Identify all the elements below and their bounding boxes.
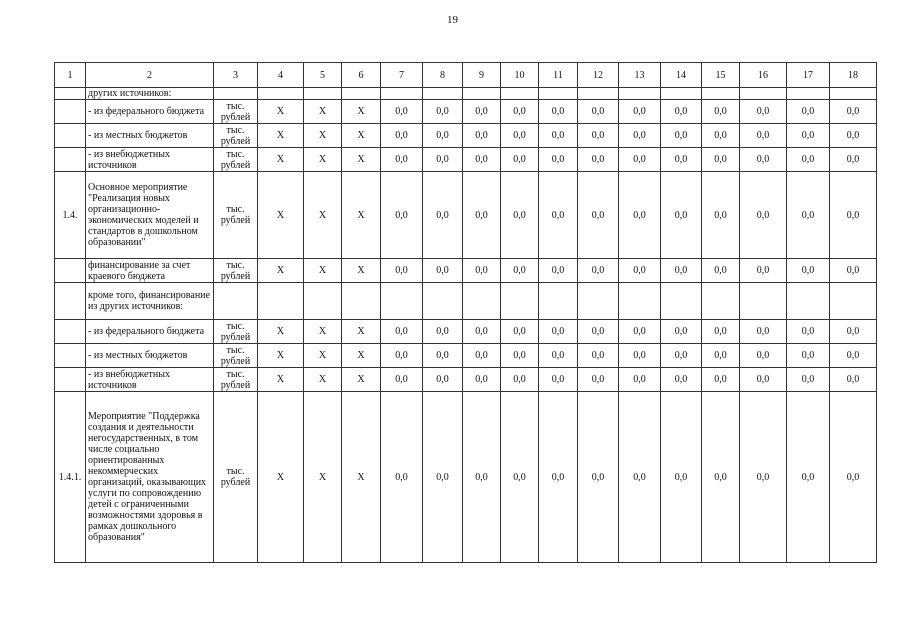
value-cell: 0,0 [702,344,740,368]
value-cell: 0,0 [619,172,661,259]
row-unit: тыс. рублей [214,100,258,124]
value-cell: Х [304,344,342,368]
value-cell: Х [304,392,342,563]
column-header-15: 15 [702,63,740,88]
value-cell: 0,0 [661,320,702,344]
value-cell: Х [342,344,381,368]
value-cell: 0,0 [702,320,740,344]
value-cell: 0,0 [619,320,661,344]
value-cell: 0,0 [501,100,539,124]
value-cell: 0,0 [463,259,501,283]
value-cell: 0,0 [619,259,661,283]
value-cell: 0,0 [539,368,578,392]
value-cell: 0,0 [578,259,619,283]
value-cell: Х [258,172,304,259]
value-cell: Х [342,368,381,392]
table-row [55,88,877,100]
value-cell: 0,0 [787,368,830,392]
value-cell: 0,0 [578,344,619,368]
value-cell: 0,0 [539,259,578,283]
value-cell: Х [258,100,304,124]
value-cell: 0,0 [830,344,877,368]
value-cell: 0,0 [539,320,578,344]
value-cell: 0,0 [501,259,539,283]
value-cell: 0,0 [787,320,830,344]
value-cell: Х [258,148,304,172]
row-number [55,124,86,148]
value-cell: 0,0 [539,392,578,563]
value-cell: 0,0 [501,368,539,392]
value-cell: 0,0 [619,368,661,392]
column-header-5: 5 [304,63,342,88]
table-row [55,148,877,172]
value-cell: Х [258,320,304,344]
row-unit: тыс. рублей [214,172,258,259]
value-cell: 0,0 [578,148,619,172]
value-cell: 0,0 [381,100,423,124]
column-header-14: 14 [661,63,702,88]
value-cell: 0,0 [740,259,787,283]
value-cell: 0,0 [661,172,702,259]
value-cell: 0,0 [578,100,619,124]
value-cell: 0,0 [661,368,702,392]
value-cell: 0,0 [381,259,423,283]
value-cell [539,283,578,320]
table-body [55,88,877,563]
value-cell: 0,0 [501,172,539,259]
row-number: 1.4. [55,172,86,259]
row-name: - из местных бюджетов [86,124,214,148]
value-cell: Х [304,368,342,392]
row-unit: тыс. рублей [214,368,258,392]
value-cell: 0,0 [423,392,463,563]
value-cell: 0,0 [740,368,787,392]
value-cell: Х [342,124,381,148]
value-cell [830,88,877,100]
value-cell [463,88,501,100]
value-cell: 0,0 [423,100,463,124]
value-cell: 0,0 [702,259,740,283]
value-cell: 0,0 [501,392,539,563]
row-number [55,368,86,392]
value-cell: 0,0 [740,124,787,148]
column-header-18: 18 [830,63,877,88]
value-cell [619,88,661,100]
value-cell [423,88,463,100]
value-cell [539,88,578,100]
value-cell: 0,0 [619,124,661,148]
value-cell: Х [258,368,304,392]
value-cell: 0,0 [539,344,578,368]
column-header-10: 10 [501,63,539,88]
value-cell: 0,0 [787,124,830,148]
value-cell: 0,0 [830,320,877,344]
value-cell: 0,0 [381,124,423,148]
value-cell: 0,0 [661,100,702,124]
column-header-7: 7 [381,63,423,88]
row-number [55,259,86,283]
row-unit [214,283,258,320]
value-cell: 0,0 [501,124,539,148]
value-cell [258,283,304,320]
row-number [55,320,86,344]
column-header-2: 2 [86,63,214,88]
value-cell: Х [342,100,381,124]
value-cell: 0,0 [702,148,740,172]
value-cell [342,88,381,100]
row-unit: тыс. рублей [214,320,258,344]
row-unit: тыс. рублей [214,259,258,283]
value-cell: 0,0 [463,100,501,124]
value-cell: 0,0 [702,172,740,259]
value-cell: 0,0 [787,148,830,172]
value-cell: Х [304,124,342,148]
row-name: - из местных бюджетов [86,344,214,368]
value-cell: 0,0 [787,100,830,124]
value-cell: 0,0 [578,172,619,259]
value-cell: 0,0 [619,148,661,172]
value-cell [342,283,381,320]
value-cell: 0,0 [702,100,740,124]
value-cell: Х [342,259,381,283]
page-number: 19 [447,14,458,26]
row-unit: тыс. рублей [214,344,258,368]
value-cell: 0,0 [381,392,423,563]
value-cell [501,88,539,100]
value-cell: 0,0 [463,172,501,259]
value-cell: 0,0 [423,124,463,148]
value-cell: Х [258,124,304,148]
row-unit: тыс. рублей [214,392,258,563]
value-cell [501,283,539,320]
value-cell: Х [342,392,381,563]
value-cell: 0,0 [381,320,423,344]
value-cell: 0,0 [501,320,539,344]
table-row [55,392,877,563]
value-cell: 0,0 [787,259,830,283]
header-row [55,63,877,88]
value-cell: 0,0 [423,344,463,368]
value-cell: 0,0 [381,148,423,172]
value-cell: Х [342,320,381,344]
table-row [55,124,877,148]
row-name: других источников: [86,88,214,100]
value-cell: 0,0 [740,100,787,124]
row-name: - из федерального бюджета [86,320,214,344]
value-cell [830,283,877,320]
value-cell: Х [304,320,342,344]
value-cell: 0,0 [661,392,702,563]
value-cell [740,283,787,320]
column-header-11: 11 [539,63,578,88]
value-cell: 0,0 [539,148,578,172]
row-unit: тыс. рублей [214,124,258,148]
value-cell [578,283,619,320]
value-cell: 0,0 [740,148,787,172]
value-cell: 0,0 [702,124,740,148]
row-unit [214,88,258,100]
value-cell: 0,0 [740,320,787,344]
value-cell: 0,0 [501,148,539,172]
value-cell [702,283,740,320]
value-cell: 0,0 [578,392,619,563]
value-cell: 0,0 [578,124,619,148]
table-row [55,344,877,368]
value-cell: Х [304,172,342,259]
value-cell [787,88,830,100]
value-cell: Х [304,100,342,124]
row-name: - из федерального бюджета [86,100,214,124]
value-cell: 0,0 [619,344,661,368]
value-cell [578,88,619,100]
row-name: кроме того, финансирование из других источников: [86,283,214,320]
value-cell [304,283,342,320]
value-cell [381,88,423,100]
value-cell: 0,0 [539,100,578,124]
value-cell: 0,0 [787,344,830,368]
value-cell: 0,0 [381,172,423,259]
value-cell: 0,0 [578,368,619,392]
table-row [55,283,877,320]
value-cell: 0,0 [463,148,501,172]
value-cell: Х [342,148,381,172]
column-header-1: 1 [55,63,86,88]
value-cell: 0,0 [423,148,463,172]
value-cell: 0,0 [830,172,877,259]
column-header-12: 12 [578,63,619,88]
table-row [55,259,877,283]
row-number [55,148,86,172]
value-cell [423,283,463,320]
value-cell: 0,0 [702,392,740,563]
value-cell: 0,0 [463,344,501,368]
value-cell: Х [304,148,342,172]
row-name: - из внебюджетных источников [86,148,214,172]
value-cell: 0,0 [787,172,830,259]
value-cell: 0,0 [463,368,501,392]
value-cell: 0,0 [830,124,877,148]
row-name: Основное мероприятие "Реализация новых организационно-экономических моделей и стандартов в дошкольном образовании" [86,172,214,259]
value-cell [661,88,702,100]
value-cell: 0,0 [740,172,787,259]
row-name: финансирование за счет краевого бюджета [86,259,214,283]
value-cell: 0,0 [740,392,787,563]
row-number: 1.4.1. [55,392,86,563]
value-cell: 0,0 [740,344,787,368]
value-cell: 0,0 [463,392,501,563]
row-number [55,88,86,100]
value-cell: 0,0 [463,124,501,148]
value-cell: Х [258,392,304,563]
value-cell: 0,0 [423,259,463,283]
value-cell [304,88,342,100]
column-header-4: 4 [258,63,304,88]
value-cell [787,283,830,320]
value-cell: 0,0 [661,344,702,368]
value-cell: 0,0 [830,259,877,283]
column-header-9: 9 [463,63,501,88]
value-cell [619,283,661,320]
value-cell: 0,0 [578,320,619,344]
value-cell: 0,0 [661,148,702,172]
column-header-16: 16 [740,63,787,88]
column-header-3: 3 [214,63,258,88]
row-number [55,100,86,124]
row-number [55,344,86,368]
value-cell [661,283,702,320]
budget-table [54,62,877,563]
value-cell: 0,0 [423,320,463,344]
value-cell: 0,0 [501,344,539,368]
column-header-6: 6 [342,63,381,88]
value-cell: 0,0 [619,392,661,563]
value-cell: Х [304,259,342,283]
value-cell: 0,0 [463,320,501,344]
value-cell [258,88,304,100]
value-cell: 0,0 [830,100,877,124]
value-cell: 0,0 [423,368,463,392]
value-cell: 0,0 [830,148,877,172]
value-cell: Х [258,259,304,283]
value-cell: 0,0 [423,172,463,259]
table-row [55,320,877,344]
value-cell: 0,0 [539,172,578,259]
value-cell: Х [342,172,381,259]
value-cell: 0,0 [787,392,830,563]
table-row [55,100,877,124]
value-cell: 0,0 [830,368,877,392]
row-name: Мероприятие "Поддержка создания и деятельности негосударственных, в том числе социально ориентированных некоммерческих организаций, оказывающих услуги по сопровождению детей с ограниченными возможностями здоровья в рамках дошкольного образования" [86,392,214,563]
row-unit: тыс. рублей [214,148,258,172]
column-header-13: 13 [619,63,661,88]
value-cell: Х [258,344,304,368]
value-cell [463,283,501,320]
table-row [55,368,877,392]
value-cell: 0,0 [661,124,702,148]
value-cell: 0,0 [661,259,702,283]
value-cell [740,88,787,100]
value-cell: 0,0 [381,368,423,392]
value-cell: 0,0 [381,344,423,368]
table-row [55,172,877,259]
row-number [55,283,86,320]
column-header-8: 8 [423,63,463,88]
column-header-17: 17 [787,63,830,88]
value-cell: 0,0 [619,100,661,124]
value-cell [381,283,423,320]
value-cell: 0,0 [702,368,740,392]
row-name: - из внебюджетных источников [86,368,214,392]
value-cell [702,88,740,100]
value-cell: 0,0 [830,392,877,563]
value-cell: 0,0 [539,124,578,148]
